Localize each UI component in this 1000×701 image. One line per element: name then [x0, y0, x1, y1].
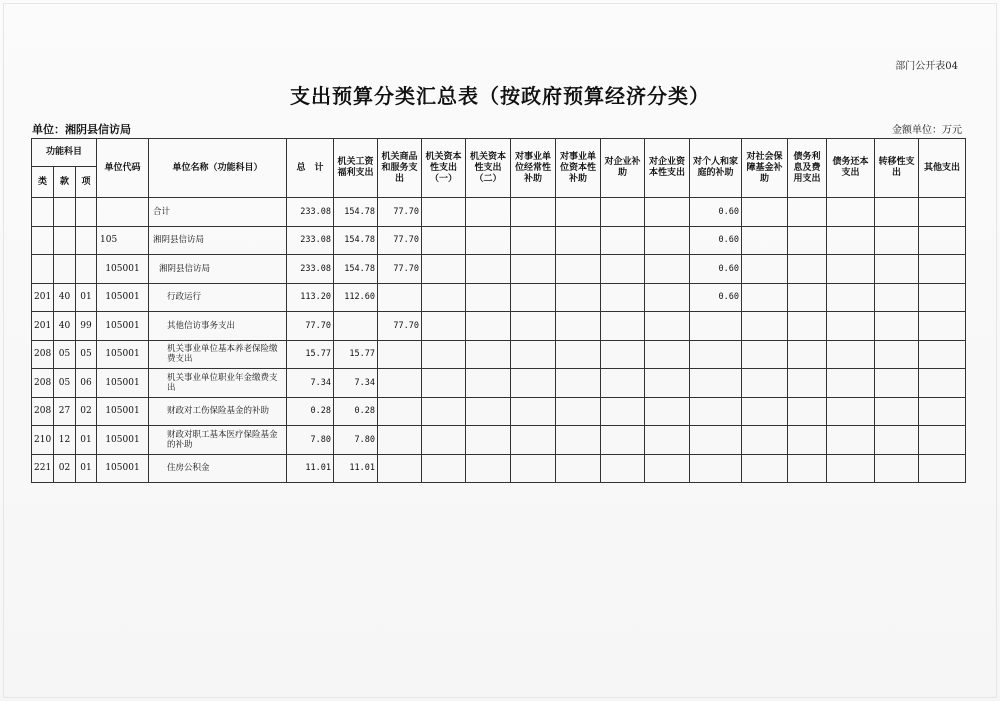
cell-col6 — [556, 340, 601, 369]
cell-col11 — [788, 426, 827, 455]
cell-col5 — [511, 426, 556, 455]
cell-unit-code: 105001 — [97, 312, 149, 341]
cell-col11 — [788, 454, 827, 483]
cell-lei — [32, 226, 54, 255]
cell-col13 — [875, 369, 919, 398]
cell-lei: 210 — [32, 426, 54, 455]
cell-col4 — [466, 198, 511, 227]
cell-xiang: 01 — [76, 426, 97, 455]
cell-col3 — [422, 340, 466, 369]
cell-col14 — [919, 255, 966, 284]
cell-kuan: 05 — [54, 369, 76, 398]
cell-col7 — [601, 369, 645, 398]
cell-lei: 208 — [32, 369, 54, 398]
cell-col9: 0.60 — [690, 255, 742, 284]
cell-col6 — [556, 226, 601, 255]
budget-table — [31, 138, 966, 483]
cell-col12 — [827, 340, 875, 369]
table-header — [32, 139, 966, 198]
cell-unit-name: 机关事业单位基本养老保险缴费支出 — [149, 340, 287, 369]
cell-col10 — [742, 369, 788, 398]
cell-col2: 77.70 — [378, 255, 422, 284]
cell-col9 — [690, 426, 742, 455]
cell-col14 — [919, 397, 966, 426]
cell-col8 — [645, 255, 690, 284]
cell-col6 — [556, 397, 601, 426]
cell-unit-name: 机关事业单位职业年金缴费支出 — [149, 369, 287, 398]
cell-unit-code: 105001 — [97, 454, 149, 483]
cell-col1 — [334, 312, 378, 341]
cell-col2: 77.70 — [378, 198, 422, 227]
cell-col8 — [645, 340, 690, 369]
cell-lei: 208 — [32, 397, 54, 426]
cell-unit-name: 住房公积金 — [149, 454, 287, 483]
cell-col6 — [556, 426, 601, 455]
cell-col5 — [511, 283, 556, 312]
table-row — [32, 426, 966, 455]
cell-col13 — [875, 283, 919, 312]
table-row — [32, 397, 966, 426]
cell-col4 — [466, 312, 511, 341]
cell-col6 — [556, 312, 601, 341]
cell-col10 — [742, 255, 788, 284]
header-col5: 对事业单位经常性补助 — [511, 139, 556, 198]
header-kuan: 款 — [54, 167, 76, 198]
cell-total: 11.01 — [287, 454, 334, 483]
cell-xiang: 02 — [76, 397, 97, 426]
cell-col10 — [742, 312, 788, 341]
cell-unit-code — [97, 198, 149, 227]
cell-kuan: 12 — [54, 426, 76, 455]
cell-col9: 0.60 — [690, 226, 742, 255]
cell-col8 — [645, 426, 690, 455]
cell-col13 — [875, 312, 919, 341]
cell-col7 — [601, 454, 645, 483]
cell-col9: 0.60 — [690, 198, 742, 227]
cell-col12 — [827, 312, 875, 341]
cell-unit-name: 湘阴县信访局 — [149, 226, 287, 255]
cell-kuan — [54, 198, 76, 227]
cell-col10 — [742, 226, 788, 255]
cell-col1: 154.78 — [334, 198, 378, 227]
amount-unit: 金额单位：万元 — [892, 125, 962, 136]
cell-col12 — [827, 454, 875, 483]
cell-total: 233.08 — [287, 255, 334, 284]
cell-kuan — [54, 255, 76, 284]
cell-col5 — [511, 369, 556, 398]
cell-col1: 154.78 — [334, 226, 378, 255]
cell-total: 77.70 — [287, 312, 334, 341]
header-col1: 机关工资福利支出 — [334, 139, 378, 198]
cell-xiang: 99 — [76, 312, 97, 341]
cell-col4 — [466, 340, 511, 369]
cell-col10 — [742, 397, 788, 426]
cell-unit-name: 湘阴县信访局 — [149, 255, 287, 284]
cell-xiang: 06 — [76, 369, 97, 398]
cell-col5 — [511, 340, 556, 369]
cell-unit-name: 其他信访事务支出 — [149, 312, 287, 341]
cell-lei: 208 — [32, 340, 54, 369]
cell-col13 — [875, 397, 919, 426]
cell-lei — [32, 198, 54, 227]
cell-col7 — [601, 397, 645, 426]
cell-col3 — [422, 312, 466, 341]
cell-col13 — [875, 340, 919, 369]
cell-total: 233.08 — [287, 198, 334, 227]
cell-col1: 112.60 — [334, 283, 378, 312]
cell-col11 — [788, 198, 827, 227]
cell-col5 — [511, 255, 556, 284]
cell-col5 — [511, 454, 556, 483]
page-title: 支出预算分类汇总表（按政府预算经济分类） — [290, 84, 710, 108]
cell-col4 — [466, 255, 511, 284]
cell-lei — [32, 255, 54, 284]
cell-col13 — [875, 226, 919, 255]
cell-col8 — [645, 369, 690, 398]
cell-col4 — [466, 226, 511, 255]
header-unit-code: 单位代码 — [97, 139, 149, 198]
cell-col2 — [378, 454, 422, 483]
cell-total: 113.20 — [287, 283, 334, 312]
cell-col9 — [690, 454, 742, 483]
cell-col7 — [601, 198, 645, 227]
cell-unit-code: 105001 — [97, 340, 149, 369]
header-col4: 机关资本性支出（二） — [466, 139, 511, 198]
table-row — [32, 340, 966, 369]
cell-col14 — [919, 426, 966, 455]
cell-kuan: 05 — [54, 340, 76, 369]
cell-kuan: 40 — [54, 283, 76, 312]
cell-col9: 0.60 — [690, 283, 742, 312]
cell-col8 — [645, 312, 690, 341]
cell-col8 — [645, 226, 690, 255]
cell-col14 — [919, 226, 966, 255]
cell-col12 — [827, 198, 875, 227]
cell-col6 — [556, 454, 601, 483]
cell-col12 — [827, 397, 875, 426]
cell-unit-code: 105001 — [97, 255, 149, 284]
cell-col6 — [556, 198, 601, 227]
cell-total: 7.80 — [287, 426, 334, 455]
cell-col9 — [690, 397, 742, 426]
header-xiang: 项 — [76, 167, 97, 198]
header-col6: 对事业单位资本性补助 — [556, 139, 601, 198]
cell-col5 — [511, 397, 556, 426]
header-col12: 债务还本支出 — [827, 139, 875, 198]
cell-xiang: 01 — [76, 283, 97, 312]
cell-col11 — [788, 340, 827, 369]
cell-col12 — [827, 283, 875, 312]
cell-unit-code: 105 — [97, 226, 149, 255]
cell-unit-code: 105001 — [97, 397, 149, 426]
cell-lei: 201 — [32, 283, 54, 312]
cell-col1: 0.28 — [334, 397, 378, 426]
cell-col4 — [466, 454, 511, 483]
header-col3: 机关资本性支出（一） — [422, 139, 466, 198]
cell-col3 — [422, 369, 466, 398]
cell-col9 — [690, 369, 742, 398]
cell-col10 — [742, 198, 788, 227]
cell-kuan — [54, 226, 76, 255]
cell-col9 — [690, 340, 742, 369]
cell-col13 — [875, 255, 919, 284]
cell-col12 — [827, 426, 875, 455]
cell-col1: 7.80 — [334, 426, 378, 455]
table-row — [32, 283, 966, 312]
cell-col14 — [919, 283, 966, 312]
cell-col12 — [827, 255, 875, 284]
cell-unit-code: 105001 — [97, 283, 149, 312]
cell-col1: 11.01 — [334, 454, 378, 483]
header-col9: 对个人和家庭的补助 — [690, 139, 742, 198]
cell-col2 — [378, 397, 422, 426]
cell-col6 — [556, 255, 601, 284]
cell-col4 — [466, 283, 511, 312]
cell-col7 — [601, 283, 645, 312]
cell-col14 — [919, 198, 966, 227]
cell-col8 — [645, 198, 690, 227]
cell-total: 7.34 — [287, 369, 334, 398]
cell-col11 — [788, 226, 827, 255]
header-col11: 债务利息及费用支出 — [788, 139, 827, 198]
cell-col2 — [378, 340, 422, 369]
cell-lei: 201 — [32, 312, 54, 341]
cell-total: 15.77 — [287, 340, 334, 369]
header-col10: 对社会保障基金补助 — [742, 139, 788, 198]
cell-col12 — [827, 226, 875, 255]
table-row — [32, 312, 966, 341]
header-total: 总 计 — [287, 139, 334, 198]
cell-xiang — [76, 226, 97, 255]
cell-col1: 15.77 — [334, 340, 378, 369]
cell-kuan: 27 — [54, 397, 76, 426]
cell-col9 — [690, 312, 742, 341]
cell-col1: 154.78 — [334, 255, 378, 284]
cell-col2 — [378, 426, 422, 455]
cell-unit-name: 财政对工伤保险基金的补助 — [149, 397, 287, 426]
unit-name: 湘阴县信访局 — [65, 123, 131, 136]
cell-col8 — [645, 454, 690, 483]
cell-xiang: 01 — [76, 454, 97, 483]
cell-col5 — [511, 226, 556, 255]
cell-unit-name: 财政对职工基本医疗保险基金的补助 — [149, 426, 287, 455]
document-number: 部门公开表04 — [895, 61, 958, 72]
table-row — [32, 198, 966, 227]
cell-col14 — [919, 312, 966, 341]
cell-col12 — [827, 369, 875, 398]
header-unit-name: 单位名称（功能科目） — [149, 139, 287, 198]
cell-unit-name: 合计 — [149, 198, 287, 227]
unit-label: 单位： — [32, 123, 65, 136]
cell-col7 — [601, 312, 645, 341]
cell-total: 233.08 — [287, 226, 334, 255]
cell-col13 — [875, 454, 919, 483]
table-row — [32, 255, 966, 284]
cell-col11 — [788, 255, 827, 284]
cell-col4 — [466, 397, 511, 426]
cell-col14 — [919, 340, 966, 369]
table-row — [32, 226, 966, 255]
cell-unit-name: 行政运行 — [149, 283, 287, 312]
cell-total: 0.28 — [287, 397, 334, 426]
cell-col3 — [422, 226, 466, 255]
cell-col10 — [742, 426, 788, 455]
cell-col7 — [601, 226, 645, 255]
cell-col7 — [601, 426, 645, 455]
table-body — [32, 198, 966, 483]
cell-col5 — [511, 312, 556, 341]
cell-col4 — [466, 369, 511, 398]
cell-col2 — [378, 369, 422, 398]
header-col14: 其他支出 — [919, 139, 966, 198]
cell-col13 — [875, 426, 919, 455]
cell-xiang — [76, 198, 97, 227]
cell-col3 — [422, 198, 466, 227]
cell-unit-code: 105001 — [97, 369, 149, 398]
header-func-subject: 功能科目 — [32, 139, 97, 167]
cell-col10 — [742, 454, 788, 483]
header-col2: 机关商品和服务支出 — [378, 139, 422, 198]
cell-col2: 77.70 — [378, 226, 422, 255]
cell-xiang: 05 — [76, 340, 97, 369]
cell-col3 — [422, 397, 466, 426]
header-col13: 转移性支出 — [875, 139, 919, 198]
cell-unit-code: 105001 — [97, 426, 149, 455]
cell-col14 — [919, 454, 966, 483]
cell-col13 — [875, 198, 919, 227]
cell-col11 — [788, 397, 827, 426]
cell-col1: 7.34 — [334, 369, 378, 398]
cell-col10 — [742, 340, 788, 369]
cell-col4 — [466, 426, 511, 455]
cell-col6 — [556, 283, 601, 312]
header-col7: 对企业补助 — [601, 139, 645, 198]
header-col8: 对企业资本性支出 — [645, 139, 690, 198]
cell-col10 — [742, 283, 788, 312]
cell-col8 — [645, 397, 690, 426]
cell-col2: 77.70 — [378, 312, 422, 341]
cell-col14 — [919, 369, 966, 398]
cell-col6 — [556, 369, 601, 398]
cell-lei: 221 — [32, 454, 54, 483]
cell-col3 — [422, 454, 466, 483]
header-lei: 类 — [32, 167, 54, 198]
cell-col2 — [378, 283, 422, 312]
unit-line — [32, 121, 131, 137]
table-row — [32, 454, 966, 483]
cell-col7 — [601, 255, 645, 284]
cell-col3 — [422, 283, 466, 312]
cell-col8 — [645, 283, 690, 312]
cell-col11 — [788, 283, 827, 312]
cell-col11 — [788, 312, 827, 341]
cell-kuan: 02 — [54, 454, 76, 483]
cell-xiang — [76, 255, 97, 284]
table-row — [32, 369, 966, 398]
cell-col3 — [422, 426, 466, 455]
cell-kuan: 40 — [54, 312, 76, 341]
cell-col5 — [511, 198, 556, 227]
cell-col7 — [601, 340, 645, 369]
cell-col3 — [422, 255, 466, 284]
cell-col11 — [788, 369, 827, 398]
